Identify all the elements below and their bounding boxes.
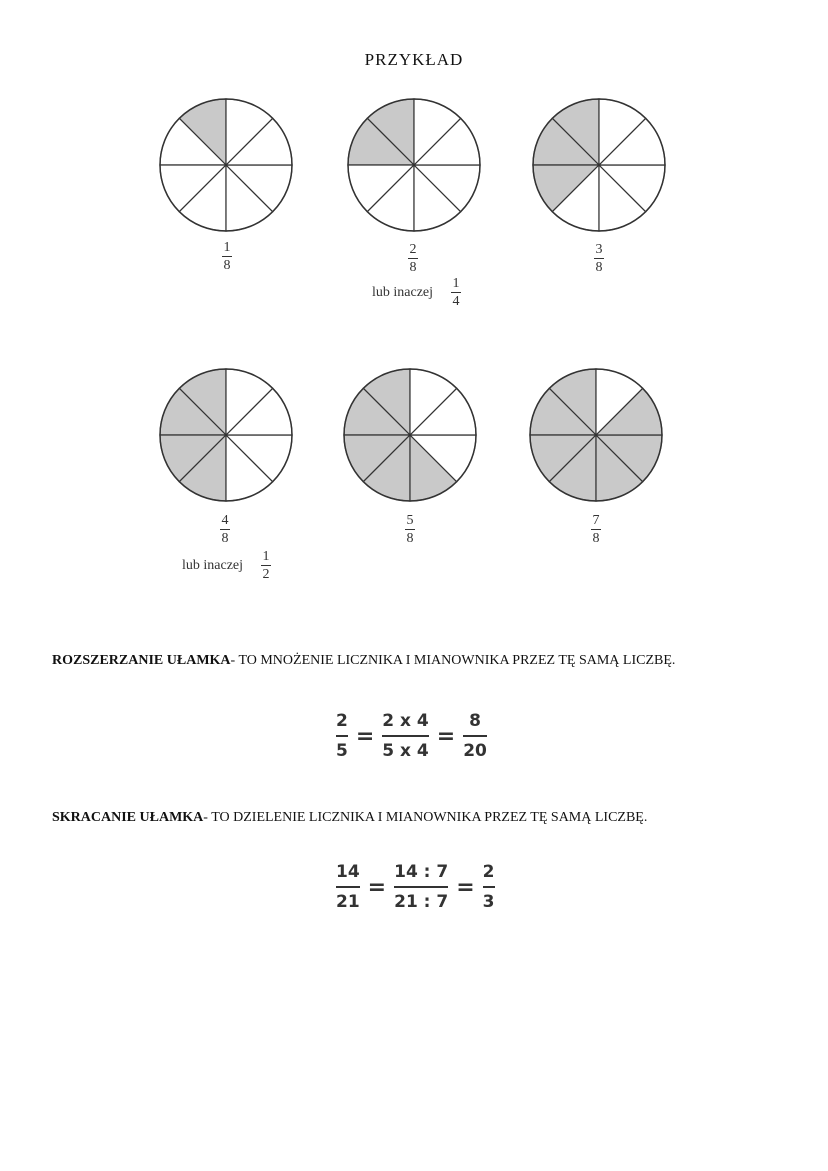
reducing-equation [336, 862, 495, 912]
fraction-a: 14 21 [336, 862, 360, 912]
fraction-label [398, 242, 428, 275]
reducing-term: SKRACANIE UŁAMKA [52, 810, 204, 825]
denominator: 4 [452, 294, 460, 309]
denominator: 8 [223, 258, 231, 273]
fraction-label [581, 513, 611, 546]
pie-svg [342, 367, 478, 503]
page-title: PRZYKŁAD [364, 50, 464, 69]
denominator: 8 [406, 531, 414, 546]
numerator: 1 [262, 549, 270, 564]
fraction-label [584, 242, 614, 275]
equals-sign: = [436, 723, 456, 749]
fraction-label [210, 513, 240, 546]
fraction-b: 2 x 4 5 x 4 [382, 711, 429, 761]
denominator: 8 [595, 260, 603, 275]
fraction-c: 2 3 [482, 862, 495, 912]
alternative-fraction [182, 549, 281, 582]
pie-chart-2-8 [346, 97, 482, 233]
alt-label: lub inaczej [372, 284, 434, 300]
numerator: 4 [221, 513, 229, 528]
expanding-definition: - TO MNOŻENIE LICZNIKA I MIANOWNIKA PRZEZ TĘ SAMĄ LICZBĘ. [230, 653, 676, 668]
equals-sign: = [367, 874, 387, 900]
denominator: 8 [221, 531, 229, 546]
denominator: 2 [262, 567, 270, 582]
numerator: 1 [223, 240, 231, 255]
alternative-fraction [372, 276, 471, 309]
pie-chart-4-8 [158, 367, 294, 503]
fraction-label [212, 240, 242, 273]
pie-svg [528, 367, 664, 503]
alt-label: lub inaczej [182, 557, 244, 573]
pie-chart-1-8 [158, 97, 294, 233]
numerator: 1 [452, 276, 460, 291]
reducing-rule [52, 807, 792, 829]
pie-chart-5-8 [342, 367, 478, 503]
pie-chart-7-8 [528, 367, 664, 503]
pie-svg [158, 367, 294, 503]
equals-sign: = [355, 723, 375, 749]
denominator: 8 [592, 531, 600, 546]
numerator: 7 [592, 513, 600, 528]
denominator: 8 [409, 260, 417, 275]
reducing-definition: - TO DZIELENIE LICZNIKA I MIANOWNIKA PRZEZ TĘ SAMĄ LICZBĘ. [203, 810, 648, 825]
pie-svg [531, 97, 667, 233]
fraction-c: 8 20 [463, 711, 487, 761]
fraction-a: 2 5 [336, 711, 348, 761]
expanding-rule [52, 650, 792, 672]
numerator: 2 [409, 242, 417, 257]
fraction-label [395, 513, 425, 546]
numerator: 3 [595, 242, 603, 257]
pie-svg [158, 97, 294, 233]
fraction-b: 14 : 7 21 : 7 [394, 862, 449, 912]
numerator: 5 [406, 513, 414, 528]
pie-chart-3-8 [531, 97, 667, 233]
expanding-equation [336, 711, 487, 761]
pie-svg [346, 97, 482, 233]
equals-sign: = [456, 874, 475, 900]
expanding-term: ROZSZERZANIE UŁAMKA [52, 653, 231, 668]
